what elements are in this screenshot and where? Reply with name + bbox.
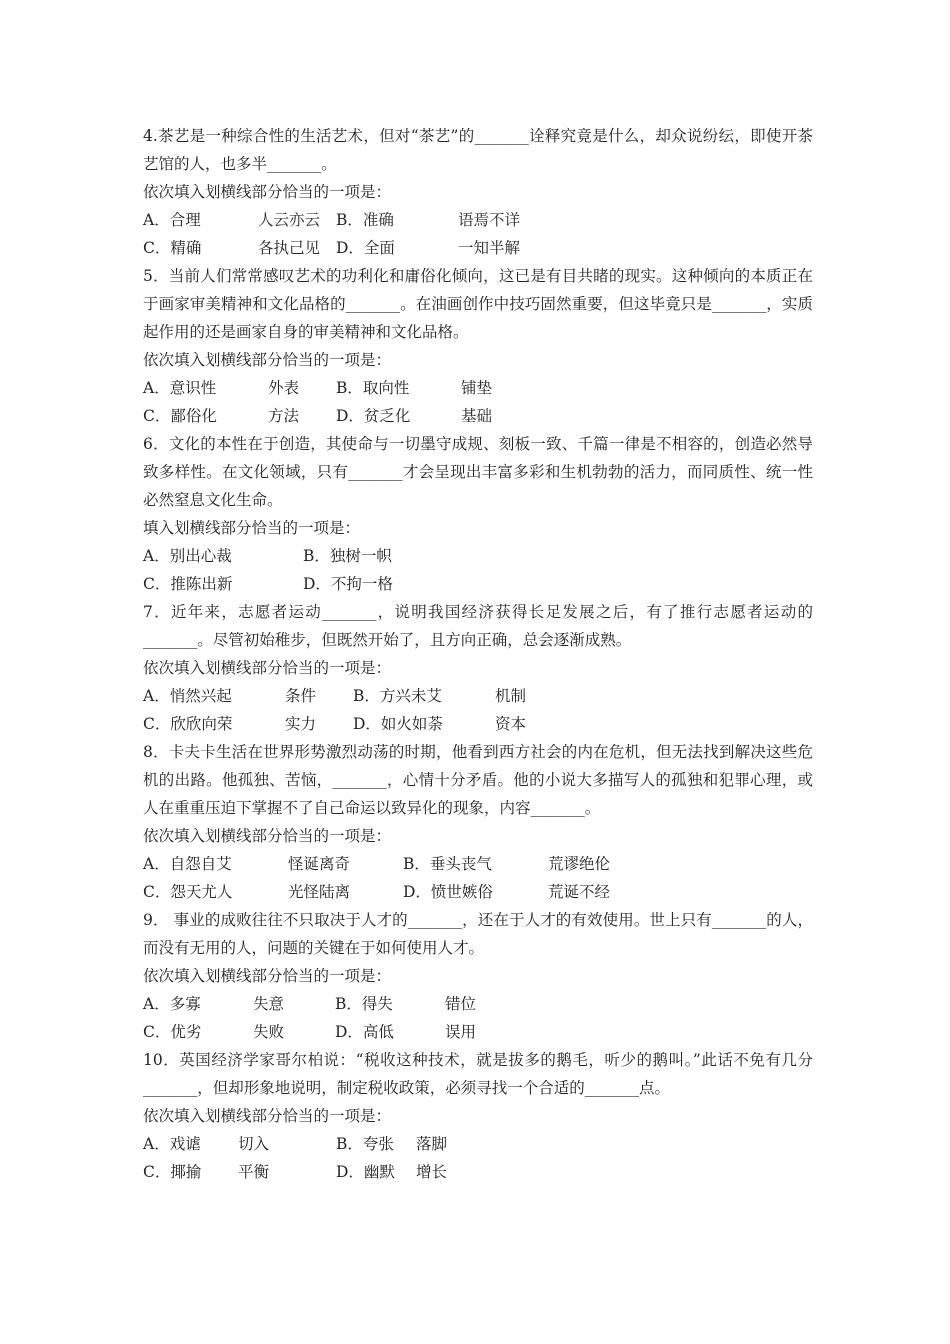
option-c-second: 失败 [253, 1023, 285, 1041]
option-c-second: 方法 [268, 407, 300, 425]
option-b-second: 铺垫 [461, 379, 493, 397]
option-row [143, 374, 813, 402]
options [143, 374, 813, 430]
question-4 [143, 122, 813, 262]
option-b-second: 荒谬绝伦 [548, 855, 611, 873]
options [143, 542, 813, 598]
option-row [143, 234, 813, 262]
option-b-second: 语焉不详 [458, 211, 521, 229]
question-stem: 6．文化的本性在于创造，其使命与一切墨守成规、刻板一致、千篇一律是不相容的，创造必然导致多样性。在文化领域，只有_______才会呈现出丰富多彩和生机勃勃的活力，而同质性、统一性必然窒息文化生命。 [143, 435, 813, 509]
options [143, 990, 813, 1046]
option-b-second: 错位 [445, 995, 477, 1013]
option-c-first: C．鄙俗化 [143, 407, 217, 425]
question-instruction: 填入划横线部分恰当的一项是： [143, 519, 361, 537]
question-instruction: 依次填入划横线部分恰当的一项是： [143, 659, 392, 677]
option-b: B．独树一帜 [303, 547, 392, 565]
option-row [143, 710, 813, 738]
options [143, 850, 813, 906]
option-c-second: 光怪陆离 [288, 883, 351, 901]
option-d-first: D．幽默 [336, 1163, 395, 1181]
option-a-first: A．多寡 [143, 995, 201, 1013]
option-d: D．不拘一格 [303, 575, 393, 593]
option-a-second: 人云亦云 [258, 211, 321, 229]
question-instruction: 依次填入划横线部分恰当的一项是： [143, 183, 392, 201]
option-a-second: 失意 [253, 995, 285, 1013]
option-d-second: 误用 [445, 1023, 477, 1041]
option-b-second: 机制 [495, 687, 527, 705]
option-a-first: A．意识性 [143, 379, 217, 397]
option-b-first: B．方兴未艾 [353, 687, 442, 705]
option-a-first: A．戏谑 [143, 1135, 201, 1153]
option-d-first: D．如火如荼 [353, 715, 443, 733]
question-10 [143, 1046, 813, 1186]
option-b-first: B．得失 [335, 995, 393, 1013]
option-row [143, 878, 813, 906]
option-c: C．推陈出新 [143, 575, 233, 593]
option-a-first: A．自怨自艾 [143, 855, 232, 873]
document-page [143, 122, 813, 1186]
question-instruction: 依次填入划横线部分恰当的一项是： [143, 967, 392, 985]
option-d-first: D．高低 [335, 1023, 394, 1041]
question-instruction: 依次填入划横线部分恰当的一项是： [143, 827, 392, 845]
question-8 [143, 738, 813, 906]
option-d-first: D．愤世嫉俗 [403, 883, 493, 901]
options [143, 1130, 813, 1186]
option-c-second: 各执己见 [258, 239, 321, 257]
question-9 [143, 906, 813, 1046]
option-a-first: A．悄然兴起 [143, 687, 232, 705]
option-c-first: C．优劣 [143, 1023, 202, 1041]
option-row [143, 1130, 813, 1158]
question-stem: 9． 事业的成败往往不只取决于人才的_______，还在于人才的有效使用。世上只有_______的人，而没有无用的人，问题的关键在于如何使用人才。 [143, 911, 813, 957]
option-c-first: C．欣欣向荣 [143, 715, 233, 733]
option-b-first: B．取向性 [336, 379, 410, 397]
question-instruction: 依次填入划横线部分恰当的一项是： [143, 1107, 392, 1125]
question-5 [143, 262, 813, 430]
option-d-first: D．贫乏化 [336, 407, 411, 425]
option-row [143, 1018, 813, 1046]
option-c-first: C．精确 [143, 239, 202, 257]
question-stem: 5．当前人们常常感叹艺术的功利化和庸俗化倾向，这已是有目共睹的现实。这种倾向的本质正在于画家审美精神和文化品格的_______。在油画创作中技巧固然重要，但这毕竟只是_______，实质起作用的还是画家自身的审美精神和文化品格。 [143, 267, 813, 341]
option-a-second: 怪诞离奇 [288, 855, 351, 873]
option-d-second: 一知半解 [458, 239, 521, 257]
option-a-first: A．合理 [143, 211, 201, 229]
option-row [143, 542, 813, 570]
option-b-second: 落脚 [416, 1135, 448, 1153]
option-row [143, 206, 813, 234]
option-b-first: B．垂头丧气 [403, 855, 492, 873]
option-b-first: B．夸张 [336, 1135, 394, 1153]
option-a-second: 切入 [238, 1135, 270, 1153]
option-row [143, 850, 813, 878]
option-d-second: 资本 [495, 715, 527, 733]
option-d-second: 荒诞不经 [548, 883, 611, 901]
question-stem: 7．近年来，志愿者运动_______，说明我国经济获得长足发展之后，有了推行志愿者运动的_______。尽管初始稚步，但既然开始了，且方向正确，总会逐渐成熟。 [143, 603, 813, 649]
option-d-second: 增长 [416, 1163, 448, 1181]
question-6 [143, 430, 813, 598]
question-stem: 4.茶艺是一种综合性的生活艺术，但对“茶艺”的_______诠释究竟是什么，却众说纷纭，即使开茶艺馆的人，也多半_______。 [143, 127, 813, 173]
option-c-second: 平衡 [238, 1163, 270, 1181]
option-c-first: C．怨天尤人 [143, 883, 233, 901]
option-row [143, 570, 813, 598]
option-row [143, 682, 813, 710]
option-b-first: B．准确 [336, 211, 394, 229]
question-stem: 8．卡夫卡生活在世界形势激烈动荡的时期，他看到西方社会的内在危机，但无法找到解决这些危机的出路。他孤独、苦恼，_______，心情十分矛盾。他的小说大多描写人的孤独和犯罪心理，或人在重重压迫下掌握不了自己命运以致异化的现象，内容_______。 [143, 743, 813, 817]
question-instruction: 依次填入划横线部分恰当的一项是： [143, 351, 392, 369]
option-a-second: 条件 [285, 687, 317, 705]
option-c-first: C．揶揄 [143, 1163, 202, 1181]
question-7 [143, 598, 813, 738]
option-d-second: 基础 [461, 407, 493, 425]
option-row [143, 1158, 813, 1186]
question-stem: 10．英国经济学家哥尔柏说：“税收这种技术，就是拔多的鹅毛，听少的鹅叫。”此话不免有几分_______，但却形象地说明，制定税收政策，必须寻找一个合适的_______点。 [143, 1051, 813, 1097]
option-a: A．别出心裁 [143, 547, 232, 565]
option-row [143, 402, 813, 430]
option-c-second: 实力 [285, 715, 317, 733]
option-row [143, 990, 813, 1018]
options [143, 206, 813, 262]
options [143, 682, 813, 738]
option-d-first: D．全面 [336, 239, 395, 257]
option-a-second: 外表 [268, 379, 300, 397]
